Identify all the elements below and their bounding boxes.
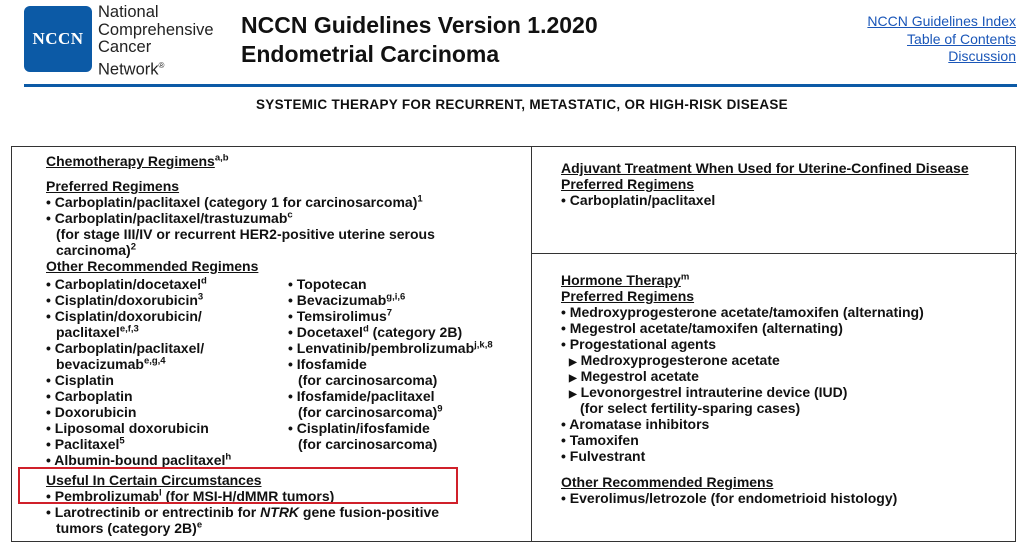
right-section-divider	[531, 253, 1017, 254]
useful-item: • Pembrolizumab$^l$ (for MSI-H/dMMR tumors)	[46, 487, 335, 504]
list-item: • Liposomal doxorubicin	[46, 420, 209, 436]
hormone-item: • Megestrol acetate/tamoxifen (alternating)	[561, 320, 843, 336]
hormone-sub-note: (for select fertility-sparing cases)	[580, 400, 801, 416]
list-item: • Cisplatin/doxorubicin/	[46, 308, 202, 324]
list-item: • Ifosfamide/paclitaxel	[288, 388, 435, 404]
hormone-item: • Medroxyprogesterone acetate/tamoxifen (alternating)	[561, 304, 924, 320]
preferred-heading: Preferred Regimens	[46, 178, 180, 194]
preferred-item: • Carboplatin/paclitaxel (category 1 for carcinosarcoma)$^1$	[46, 193, 423, 210]
table-of-contents-link[interactable]: Table of Contents	[907, 30, 1016, 47]
nccn-logo	[24, 6, 92, 72]
triangle-bullet-icon: ▶	[569, 357, 577, 368]
hormone-other-item: • Everolimus/letrozole (for endometrioid histology)	[561, 490, 898, 506]
page-subtitle: SYSTEMIC THERAPY FOR RECURRENT, METASTATIC, OR HIGH-RISK DISEASE	[256, 97, 788, 112]
list-item: • Paclitaxel$^5$	[46, 435, 125, 452]
page-title	[241, 11, 598, 69]
list-item: • Albumin-bound paclitaxel$^h$	[46, 451, 232, 468]
list-item: (for carcinosarcoma)$^9$	[298, 403, 443, 420]
adjuvant-item: • Carboplatin/paclitaxel	[561, 192, 716, 208]
list-item: bevacizumab$^{e,g,4}$	[56, 355, 166, 372]
list-item: • Docetaxel$^d$ (category 2B)	[288, 323, 463, 340]
org-name	[98, 4, 214, 79]
list-item: • Carboplatin/paclitaxel/	[46, 340, 205, 356]
preferred-item: • Carboplatin/paclitaxel/trastuzumab$^c$	[46, 209, 293, 226]
org-line: Cancer	[98, 38, 152, 56]
useful-item: • Larotrectinib or entrectinib for NTRK gene fusion-positive	[46, 504, 440, 520]
top-links	[867, 13, 1016, 66]
list-item: • Bevacizumab$^{g,i,6}$	[288, 291, 406, 308]
hormone-item: • Fulvestrant	[561, 448, 646, 464]
hormone-item: • Aromatase inhibitors	[561, 416, 710, 432]
adjuvant-heading: Adjuvant Treatment When Used for Uterine-Confined Disease	[561, 160, 969, 176]
logo-text: NCCN	[32, 29, 84, 48]
triangle-bullet-icon: ▶	[569, 373, 577, 384]
chemo-heading: Chemotherapy Regimens$^{a,b}$	[46, 152, 229, 169]
useful-item-detail: tumors (category 2B)$^e$	[56, 519, 203, 536]
hormone-preferred-heading: Preferred Regimens	[561, 288, 695, 304]
adjuvant-preferred-heading: Preferred Regimens	[561, 176, 695, 192]
triangle-bullet-icon: ▶	[569, 389, 577, 400]
hormone-heading: Hormone Therapy$^m$	[561, 271, 690, 288]
list-item: • Topotecan	[288, 276, 367, 292]
list-item: • Carboplatin	[46, 388, 133, 404]
title-line-1: NCCN Guidelines Version 1.2020	[241, 12, 598, 38]
preferred-item-detail: carcinoma)$^2$	[56, 241, 136, 258]
title-line-2: Endometrial Carcinoma	[241, 41, 500, 67]
list-item: (for carcinosarcoma)	[298, 372, 438, 388]
org-line: National	[98, 3, 159, 21]
hormone-item: • Tamoxifen	[561, 432, 639, 448]
header-divider	[24, 84, 1017, 87]
hormone-item: • Progestational agents	[561, 336, 717, 352]
list-item: • Cisplatin/ifosfamide	[288, 420, 430, 436]
preferred-item-detail: (for stage III/IV or recurrent HER2-positive uterine serous	[56, 226, 435, 242]
guidelines-index-link[interactable]: NCCN Guidelines Index	[867, 13, 1016, 29]
list-item: • Cisplatin/doxorubicin$^3$	[46, 291, 204, 308]
column-divider	[531, 146, 532, 542]
org-line: Network®	[98, 60, 165, 78]
registered-mark: ®	[158, 60, 165, 70]
list-item: • Lenvatinib/pembrolizumab$^{j,k,8}$	[288, 339, 493, 356]
discussion-link[interactable]: Discussion	[948, 48, 1016, 64]
list-item: • Carboplatin/docetaxel$^d$	[46, 275, 207, 292]
other-recommended-heading: Other Recommended Regimens	[46, 258, 259, 274]
hormone-sub-item: ▶ Medroxyprogesterone acetate	[569, 352, 780, 368]
hormone-sub-item: ▶ Levonorgestrel intrauterine device (IUD)	[569, 384, 848, 400]
useful-heading: Useful In Certain Circumstances	[46, 472, 262, 488]
list-item: • Doxorubicin	[46, 404, 137, 420]
list-item: paclitaxel$^{e,f,3}$	[56, 323, 139, 340]
list-item: (for carcinosarcoma)	[298, 436, 438, 452]
hormone-sub-item: ▶ Megestrol acetate	[569, 368, 699, 384]
list-item: • Ifosfamide	[288, 356, 367, 372]
list-item: • Cisplatin	[46, 372, 114, 388]
highlight-box	[18, 467, 458, 504]
hormone-other-heading: Other Recommended Regimens	[561, 474, 774, 490]
list-item: • Temsirolimus$^7$	[288, 307, 393, 324]
org-line: Comprehensive	[98, 20, 214, 39]
